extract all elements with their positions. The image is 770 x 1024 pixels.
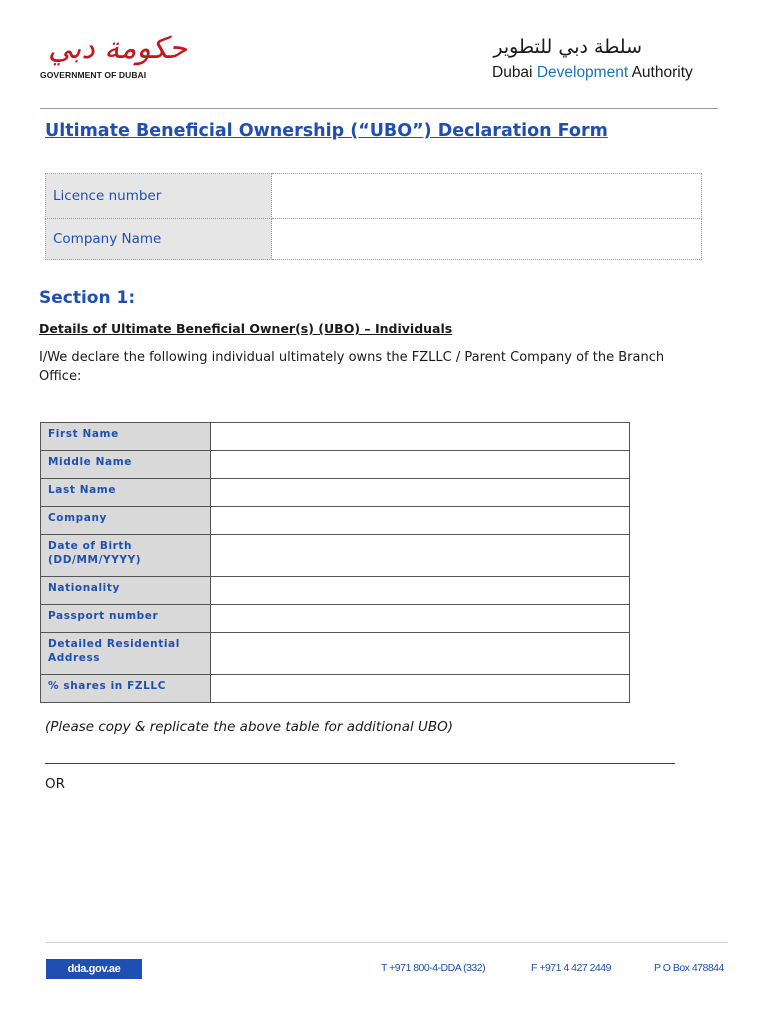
- residential-address-label: Detailed Residential Address: [41, 633, 211, 675]
- table-row: [41, 451, 630, 479]
- passport-number-label: Passport number: [41, 605, 211, 633]
- shares-label: % shares in FZLLC: [41, 675, 211, 703]
- website-link[interactable]: dda.gov.ae: [46, 959, 142, 979]
- last-name-field[interactable]: [211, 479, 630, 507]
- government-of-dubai-logo-arabic: حكومة دبي: [48, 31, 188, 66]
- ubo-details-table: [40, 422, 630, 703]
- nationality-field[interactable]: [211, 577, 630, 605]
- residential-address-field[interactable]: [211, 633, 630, 675]
- table-row: [41, 605, 630, 633]
- company-info-table: [45, 173, 702, 260]
- company-label: Company: [41, 507, 211, 535]
- footer-phone: T +971 800-4-DDA (332): [381, 962, 486, 974]
- signature-line: [45, 763, 675, 764]
- section-subheading: Details of Ultimate Beneficial Owner(s) (UBO) – Individuals: [39, 321, 453, 336]
- passport-number-field[interactable]: [211, 605, 630, 633]
- header-divider: [40, 108, 718, 109]
- footer-fax: F +971 4 427 2449: [531, 962, 611, 974]
- licence-number-label: Licence number: [46, 174, 272, 219]
- table-row: [41, 535, 630, 577]
- declaration-text: I/We declare the following individual ultimately owns the FZLLC / Parent Company of the Branch Office:: [39, 350, 665, 384]
- nationality-label: Nationality: [41, 577, 211, 605]
- dda-logo-word-1: Dubai: [492, 64, 533, 81]
- dda-logo-text: [492, 64, 693, 82]
- footer-divider: [46, 942, 728, 943]
- middle-name-label: Middle Name: [41, 451, 211, 479]
- dda-logo-word-2: Development: [536, 64, 629, 81]
- date-of-birth-label: Date of Birth (DD/MM/YYYY): [41, 535, 211, 577]
- date-of-birth-field[interactable]: [211, 535, 630, 577]
- footer-pobox: P O Box 478844: [654, 962, 724, 974]
- first-name-field[interactable]: [211, 423, 630, 451]
- last-name-label: Last Name: [41, 479, 211, 507]
- dda-logo-word-3: Authority: [631, 64, 693, 81]
- table-row: [41, 675, 630, 703]
- table-row: [41, 507, 630, 535]
- table-row: [41, 633, 630, 675]
- middle-name-field[interactable]: [211, 451, 630, 479]
- dda-logo-arabic: سلطة دبي للتطوير: [493, 36, 642, 58]
- licence-number-field[interactable]: [272, 174, 702, 219]
- copy-table-note: (Please copy & replicate the above table for additional UBO): [45, 719, 454, 735]
- company-name-label: Company Name: [46, 219, 272, 260]
- or-text: OR: [45, 776, 66, 792]
- form-title: Ultimate Beneficial Ownership (“UBO”) Declaration Form: [45, 121, 608, 141]
- shares-field[interactable]: [211, 675, 630, 703]
- company-field[interactable]: [211, 507, 630, 535]
- table-row: [41, 423, 630, 451]
- government-of-dubai-logo-text: GOVERNMENT OF DUBAI: [40, 70, 147, 80]
- licence-row: [46, 174, 702, 219]
- table-row: [41, 479, 630, 507]
- section-heading: Section 1:: [39, 288, 136, 308]
- table-row: [41, 577, 630, 605]
- company-row: [46, 219, 702, 260]
- first-name-label: First Name: [41, 423, 211, 451]
- company-name-field[interactable]: [272, 219, 702, 260]
